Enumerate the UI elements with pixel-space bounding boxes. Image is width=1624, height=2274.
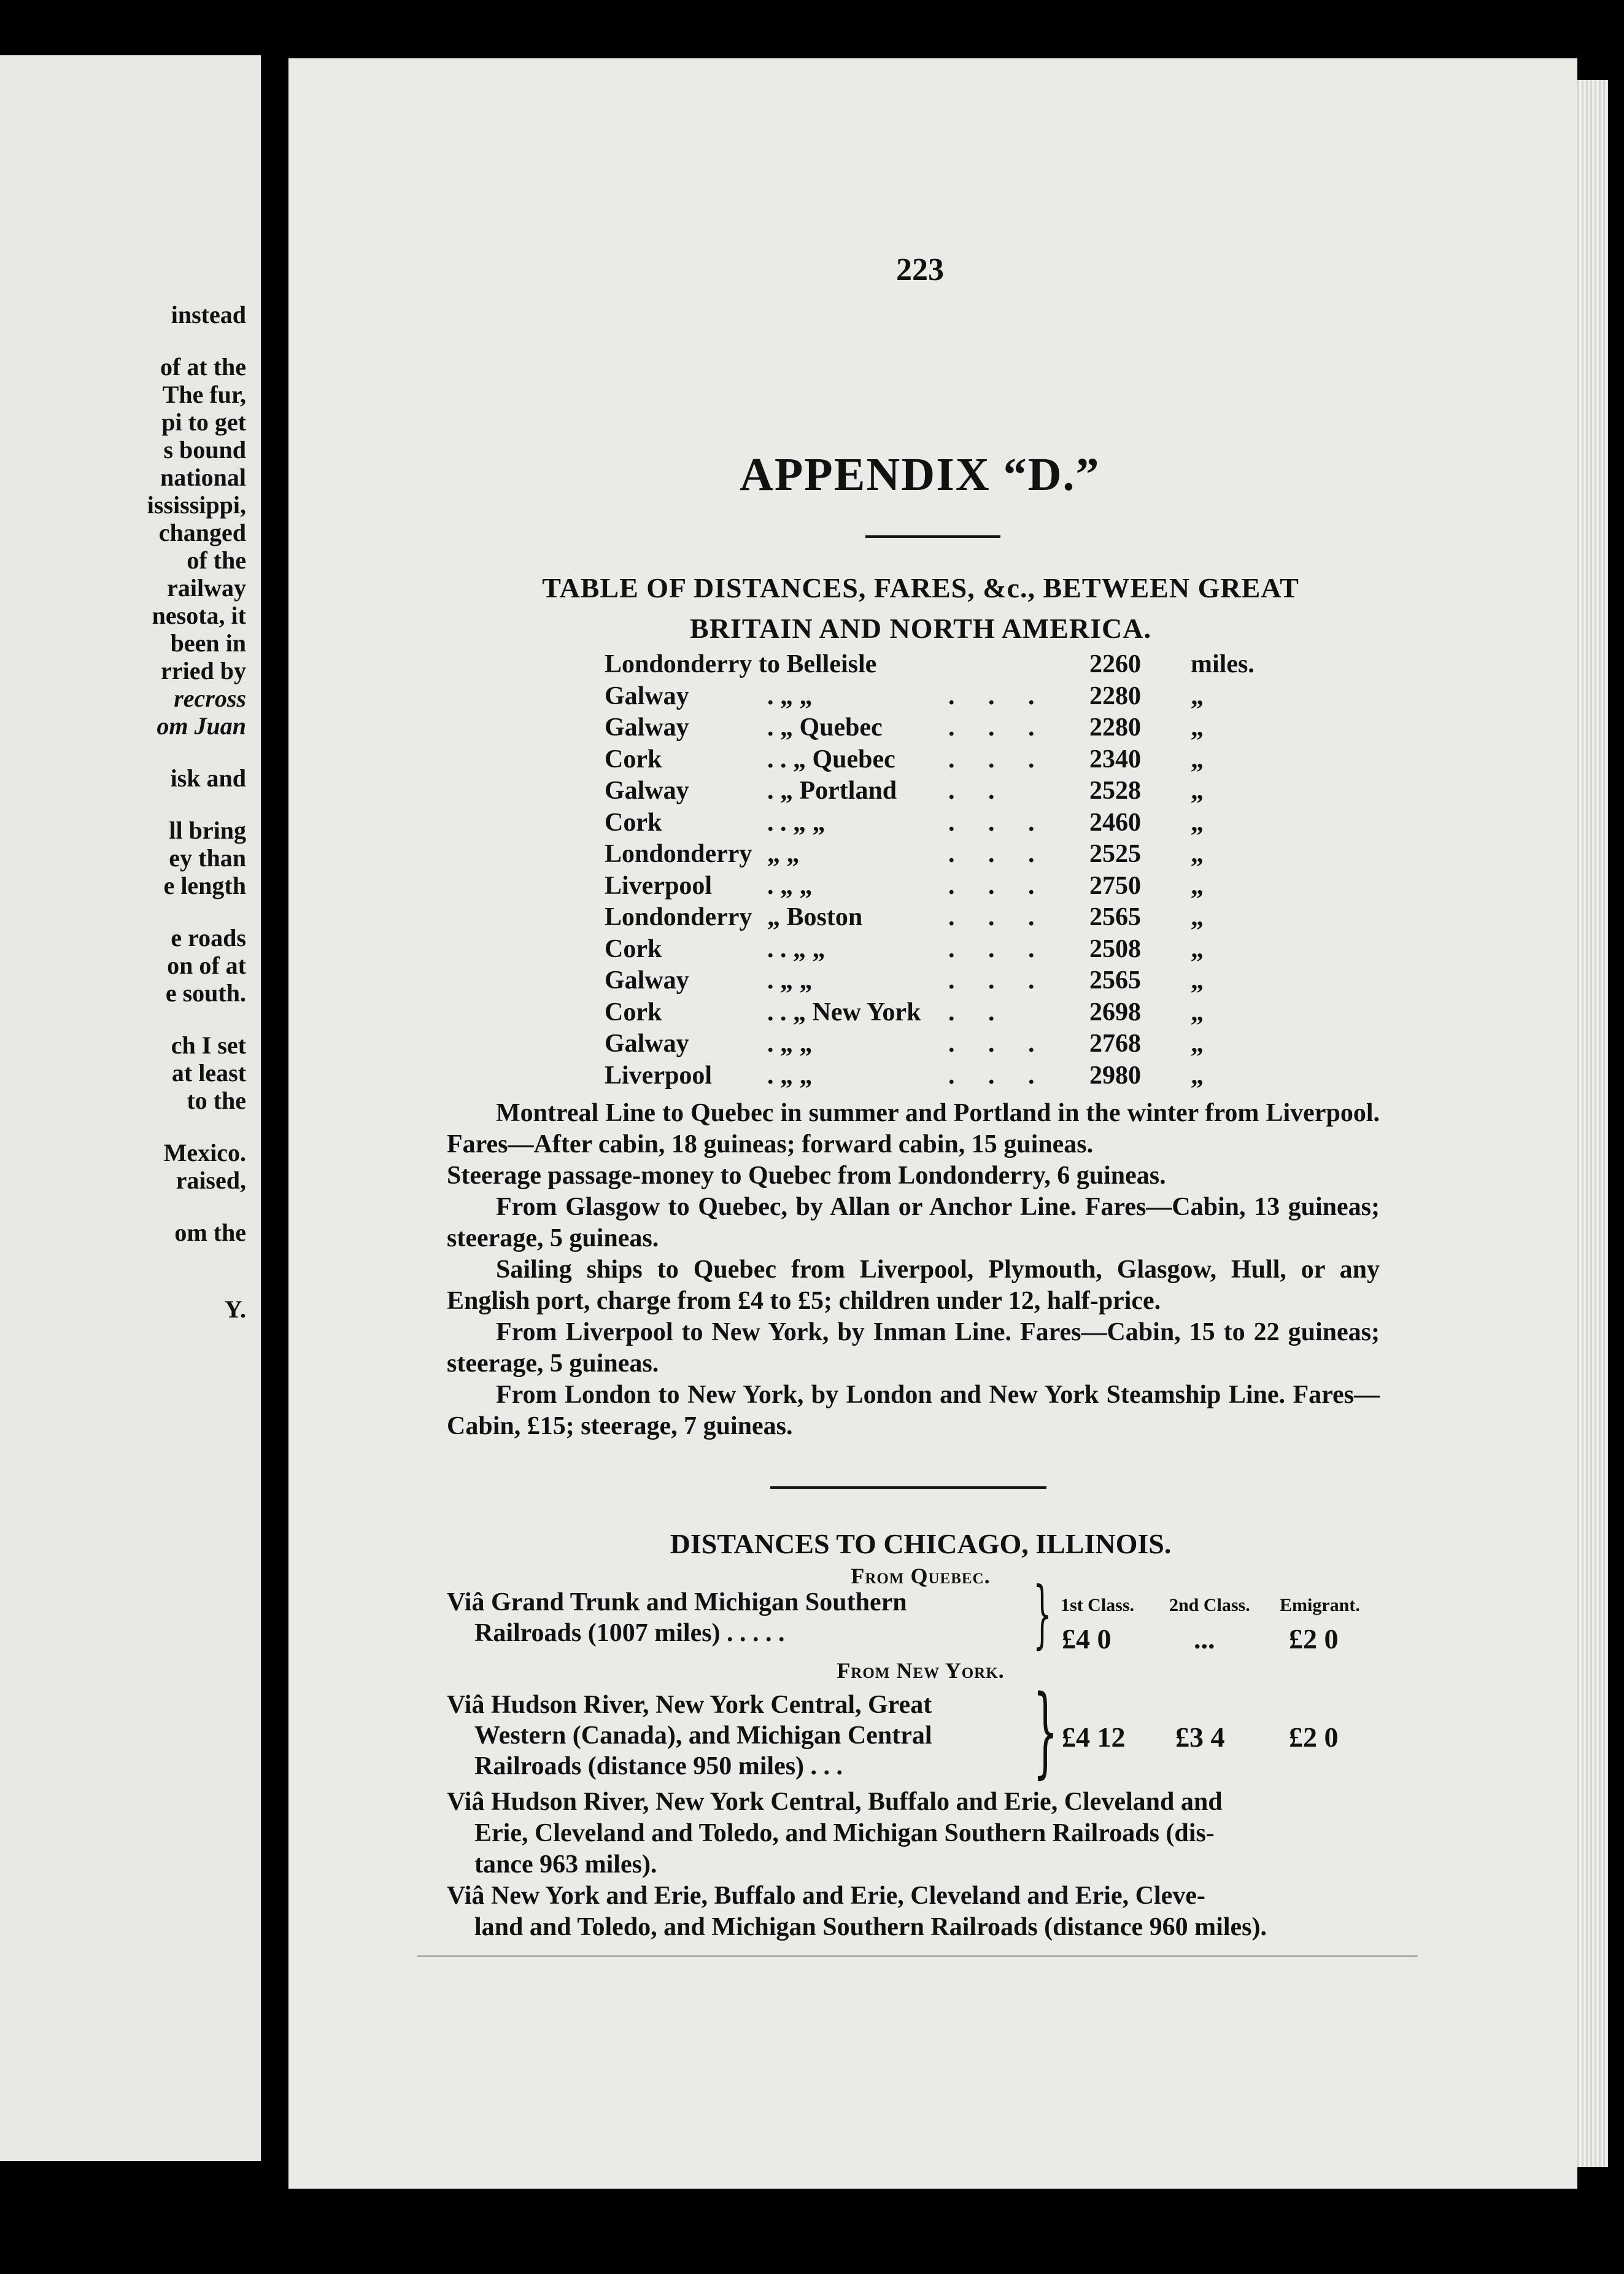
previous-page-line: on of at — [167, 952, 246, 979]
previous-page-line: om Juan — [157, 712, 246, 740]
route-origin: Londonderry — [605, 840, 752, 868]
route-miles: 2340 — [1089, 745, 1141, 774]
route-origin: Cork — [605, 745, 662, 774]
new-york-emigrant-fare: £2 0 — [1289, 1721, 1339, 1753]
route-miles: 2508 — [1089, 934, 1141, 963]
route-unit: „ — [1191, 840, 1204, 868]
route-row — [605, 871, 1237, 903]
route-row — [605, 650, 1255, 681]
new-york-route-line: Railroads (distance 950 miles) . . . — [474, 1752, 843, 1780]
fare-paragraph: Sailing ships to Quebec from Liverpool, Plymouth, Glasgow, Hull, or any English port, charge from £4 to £5; children under 12, half-price. — [447, 1255, 1380, 1315]
new-york-route-line: Viâ Hudson River, New York Central, Great — [447, 1691, 932, 1719]
route-unit: „ — [1191, 808, 1204, 837]
previous-page-line — [147, 328, 246, 353]
previous-page-line: railway — [167, 574, 246, 602]
previous-page-line: recross — [174, 685, 246, 712]
route-row — [605, 934, 1237, 966]
previous-page-line: of the — [187, 546, 246, 574]
route-origin: Cork — [605, 934, 662, 963]
route-destination: . . „ „ — [767, 808, 826, 837]
additional-route-line: Viâ Hudson River, New York Central, Buffalo and Erie, Cleveland and — [447, 1788, 1223, 1816]
route-origin: Londonderry to Belleisle — [605, 650, 877, 678]
route-origin: Galway — [605, 713, 689, 742]
route-leader: . . . — [948, 840, 1048, 868]
route-table — [605, 650, 1255, 1092]
route-leader: . . — [948, 777, 1008, 805]
route-origin: Cork — [605, 998, 662, 1026]
route-destination: . „ „ — [767, 966, 813, 995]
brace: } — [1033, 1572, 1052, 1657]
route-miles: 2750 — [1089, 871, 1141, 900]
from-new-york-heading: From New York. — [837, 1658, 1005, 1683]
previous-page-line — [147, 1246, 246, 1271]
route-miles: 2280 — [1089, 681, 1141, 710]
route-destination: . „ Quebec — [767, 713, 883, 742]
route-unit: „ — [1191, 777, 1204, 805]
route-unit: „ — [1191, 1061, 1204, 1090]
quebec-second-fare: ... — [1194, 1623, 1215, 1655]
route-destination: . „ „ — [767, 681, 813, 710]
first-class-header: 1st Class. — [1061, 1595, 1135, 1615]
route-leader: . . . — [948, 966, 1048, 995]
route-miles: 2698 — [1089, 998, 1141, 1026]
previous-page-line: instead — [171, 301, 246, 328]
previous-page-line — [147, 740, 246, 764]
route-unit: „ — [1191, 745, 1204, 774]
previous-page-line — [147, 1271, 246, 1295]
additional-route-line: Erie, Cleveland and Toledo, and Michigan Southern Railroads (dis- — [474, 1819, 1215, 1847]
route-miles: 2980 — [1089, 1061, 1141, 1090]
previous-page-line: e roads — [171, 924, 246, 952]
fare-paragraph: Steerage passage-money to Quebec from Londonderry, 6 guineas. — [447, 1162, 1166, 1190]
previous-page-line: national — [160, 464, 246, 491]
route-unit: „ — [1191, 998, 1204, 1026]
previous-page-line: e south. — [165, 979, 246, 1007]
route-row — [605, 745, 1237, 777]
route-row — [605, 713, 1237, 745]
quebec-route-line: Viâ Grand Trunk and Michigan Southern — [447, 1588, 907, 1616]
route-leader: . . . — [948, 934, 1048, 963]
route-origin: Liverpool — [605, 871, 712, 900]
previous-page-line: ch I set — [171, 1031, 246, 1059]
route-row — [605, 808, 1237, 840]
route-destination: . „ „ — [767, 871, 813, 900]
route-row — [605, 998, 1237, 1030]
route-row — [605, 966, 1237, 998]
fare-paragraph: From London to New York, by London and New York Steamship Line. Fares—Cabin, £15; steerage, 7 guineas. — [447, 1381, 1380, 1440]
new-york-route — [447, 1690, 1036, 1782]
route-leader: . . . — [948, 1061, 1048, 1090]
route-destination: . „ „ — [767, 1030, 813, 1058]
emigrant-header: Emigrant. — [1280, 1595, 1360, 1615]
section-rule — [770, 1486, 1046, 1489]
previous-page-line — [147, 1194, 246, 1219]
previous-page-line: changed — [158, 519, 246, 546]
route-unit: „ — [1191, 934, 1204, 963]
route-row — [605, 1061, 1237, 1093]
distances-title: DISTANCES TO CHICAGO, ILLINOIS. — [670, 1528, 1172, 1559]
route-leader: . . . — [948, 713, 1048, 742]
previous-page-line: Mexico. — [163, 1139, 246, 1166]
route-miles: 2260 — [1089, 650, 1141, 678]
previous-page-line — [147, 899, 246, 924]
additional-route-line: land and Toledo, and Michigan Southern Railroads (distance 960 miles). — [474, 1913, 1267, 1941]
route-unit: „ — [1191, 871, 1204, 900]
title-rule — [865, 535, 1000, 538]
previous-page-line: isk and — [170, 764, 246, 792]
previous-page-line: s bound — [163, 436, 246, 464]
additional-route-line: tance 963 miles). — [474, 1850, 657, 1879]
page-number: 223 — [896, 252, 944, 287]
previous-page-line: e length — [163, 872, 246, 899]
fare-paragraph: From Liverpool to New York, by Inman Line. Fares—Cabin, 15 to 22 guineas; steerage, 5 guineas. — [447, 1318, 1380, 1378]
appendix-title: APPENDIX “D.” — [740, 449, 1100, 500]
new-york-first-fare: £4 12 — [1062, 1721, 1126, 1753]
route-unit: miles. — [1191, 650, 1255, 678]
route-miles: 2565 — [1089, 966, 1141, 995]
previous-page-line: ey than — [169, 844, 246, 872]
route-miles: 2525 — [1089, 840, 1141, 868]
fares-notes — [447, 1098, 1380, 1442]
route-unit: „ — [1191, 903, 1204, 931]
route-leader: . . . — [948, 745, 1048, 774]
route-unit: „ — [1191, 1030, 1204, 1058]
route-miles: 2460 — [1089, 808, 1141, 837]
table-title: TABLE OF DISTANCES, FARES, &c., BETWEEN GREAT BRITAIN AND NORTH AMERICA. — [542, 572, 1299, 644]
route-destination: . . „ New York — [767, 998, 921, 1026]
previous-page-line: The fur, — [162, 381, 246, 408]
route-destination: „ „ — [767, 840, 800, 868]
previous-page-line: pi to get — [161, 408, 246, 436]
quebec-emigrant-fare: £2 0 — [1289, 1623, 1339, 1655]
previous-page — [0, 55, 261, 2161]
route-leader: . . — [948, 998, 1008, 1026]
route-row — [605, 776, 1237, 808]
quebec-first-fare: £4 0 — [1062, 1623, 1112, 1655]
quebec-route — [447, 1587, 1030, 1648]
previous-page-line: om the — [174, 1219, 246, 1246]
previous-page-line: nesota, it — [152, 602, 246, 629]
route-origin: Galway — [605, 966, 689, 995]
new-york-route-line: Western (Canada), and Michigan Central — [474, 1721, 932, 1750]
route-row — [605, 681, 1237, 713]
route-destination: „ Boston — [767, 903, 863, 931]
route-miles: 2768 — [1089, 1030, 1141, 1058]
route-leader: . . . — [948, 871, 1048, 900]
previous-page-text — [147, 301, 246, 1323]
previous-page-line — [147, 1007, 246, 1031]
route-origin: Galway — [605, 777, 689, 805]
additional-route-line: Viâ New York and Erie, Buffalo and Erie, Cleveland and Erie, Cleve- — [447, 1882, 1205, 1910]
previous-page-line: ll bring — [169, 817, 246, 844]
route-origin: Cork — [605, 808, 662, 837]
previous-page-line — [147, 1114, 246, 1139]
previous-page-line: ississippi, — [147, 491, 246, 519]
route-origin: Galway — [605, 681, 689, 710]
route-origin: Londonderry — [605, 903, 752, 931]
route-miles: 2528 — [1089, 777, 1141, 805]
page-bottom-rule — [417, 1955, 1418, 1957]
route-leader: . . . — [948, 808, 1048, 837]
previous-page-line: at least — [171, 1059, 246, 1087]
previous-page-line — [147, 792, 246, 817]
route-destination: . „ „ — [767, 1061, 813, 1090]
new-york-second-fare: £3 4 — [1175, 1721, 1225, 1753]
from-quebec-heading: From Quebec. — [851, 1564, 991, 1588]
previous-page-line: rried by — [161, 657, 246, 685]
route-leader: . . . — [948, 681, 1048, 710]
fare-paragraph: From Glasgow to Quebec, by Allan or Anchor Line. Fares—Cabin, 13 guineas; steerage, 5 guineas. — [447, 1193, 1380, 1252]
route-destination: . . „ „ — [767, 934, 826, 963]
page-edge — [1577, 80, 1608, 2167]
previous-page-line: Y. — [224, 1295, 246, 1323]
route-destination: . . „ Quebec — [767, 745, 895, 774]
previous-page-line: of at the — [160, 353, 246, 381]
route-destination: . „ Portland — [767, 777, 897, 805]
route-miles: 2280 — [1089, 713, 1141, 742]
brace: } — [1033, 1674, 1058, 1788]
route-leader: . . . — [948, 1030, 1048, 1058]
quebec-route-line: Railroads (1007 miles) . . . . . — [474, 1619, 785, 1647]
previous-page-line: been in — [170, 629, 246, 657]
fare-paragraph: Montreal Line to Quebec in summer and Portland in the winter from Liverpool. Fares—After cabin, 18 guineas; forward cabin, 15 guineas. — [447, 1099, 1380, 1158]
route-row — [605, 902, 1237, 934]
route-row — [605, 839, 1237, 871]
route-unit: „ — [1191, 966, 1204, 995]
route-unit: „ — [1191, 681, 1204, 710]
second-class-header: 2nd Class. — [1169, 1595, 1250, 1615]
route-row — [605, 1029, 1237, 1061]
route-miles: 2565 — [1089, 903, 1141, 931]
route-origin: Liverpool — [605, 1061, 712, 1090]
route-unit: „ — [1191, 713, 1204, 742]
route-origin: Galway — [605, 1030, 689, 1058]
previous-page-line: to the — [187, 1087, 246, 1114]
additional-routes — [447, 1787, 1380, 1943]
previous-page-line: raised, — [176, 1166, 246, 1194]
route-leader: . . . — [948, 903, 1048, 931]
